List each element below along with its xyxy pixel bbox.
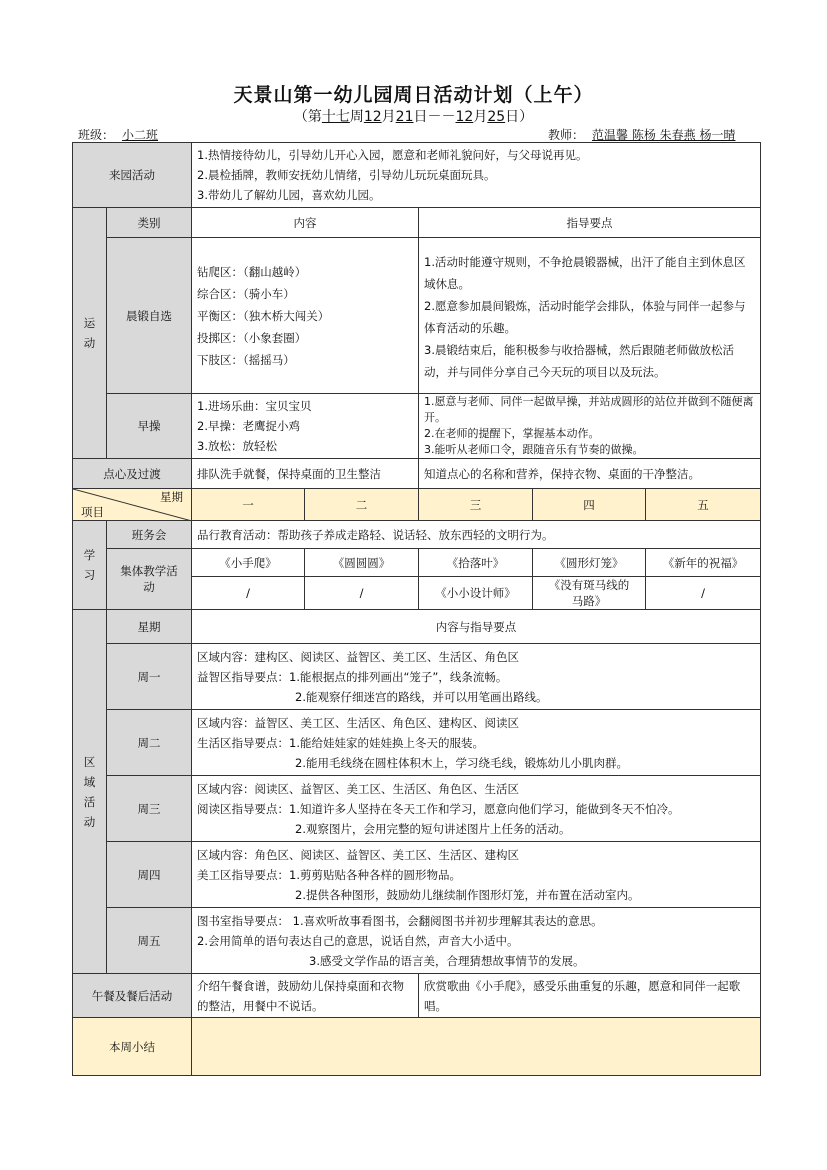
arrival-label: 来园活动 — [73, 143, 192, 208]
area-row-fri — [73, 908, 761, 974]
lesson2-tue: / — [305, 577, 419, 610]
area-header-row — [73, 610, 761, 644]
page-title: 天景山第一幼儿园周日活动计划（上午） — [233, 84, 594, 106]
area-row-tue — [73, 710, 761, 776]
class-meeting-content: 品行教育活动：帮助孩子养成走路轻、说话轻、放东西轻的文明行为。 — [192, 521, 761, 549]
area-content-mon: 区域内容：建构区、阅读区、益智区、美工区、生活区、角色区 益智区指导要点：1.能根据点的排列画出“笼子”，线条流畅。 2.能观察仔细迷宫的路线，并可以用笔画出路线。 — [192, 644, 761, 710]
col-guide: 指导要点 — [419, 208, 761, 238]
area-day-mon: 周一 — [107, 644, 192, 710]
area-content-wed: 区域内容：阅读区、益智区、美工区、生活区、角色区、生活区 阅读区指导要点：1.知道许多人坚持在冬天工作和学习，愿意向他们学习，能做到冬天不怕冷。 2.观察图片，会用完整的短句讲述图片上任务的活动。 — [192, 776, 761, 842]
area-content-thu: 区域内容：角色区、阅读区、益智区、美工区、生活区、建构区 美工区指导要点：1.剪剪贴贴各种各样的圆形物品。 2.提供各种图形，鼓励幼儿继续制作图形灯笼，并布置在活动室内。 — [192, 842, 761, 908]
summary-row — [73, 1018, 761, 1076]
morning-exercise-row — [73, 238, 761, 394]
lunch-label: 午餐及餐后活动 — [73, 974, 192, 1018]
area-content-tue: 区域内容：益智区、美工区、生活区、角色区、建构区、阅读区 生活区指导要点：1.能给娃娃家的娃娃换上冬天的服装。 2.能用毛线绕在圆柱体积木上，学习绕毛线，锻炼幼儿小肌肉群。 — [192, 710, 761, 776]
area-row-wed — [73, 776, 761, 842]
teacher-info: 教师： 范温馨 陈杨 朱春燕 杨一晴 — [548, 128, 736, 142]
morning-exercise-guide: 1.活动时能遵守规则，不争抢晨锻器械，出汗了能自主到休息区域休息。 2.愿意参加晨间锻炼，活动时能学会排队，体验与同伴一起参与体育活动的乐趣。 3.晨锻结束后，能积极参与收拾器械，然后跟随老师做放松活动，并与同伴分享自己今天玩的项目以及玩法。 — [419, 238, 761, 394]
day-thu: 四 — [533, 489, 646, 521]
area-day-thu: 周四 — [107, 842, 192, 908]
area-day-tue: 周二 — [107, 710, 192, 776]
summary-content[interactable] — [192, 1018, 761, 1076]
snack-label: 点心及过渡 — [73, 459, 192, 489]
lunch-content: 介绍午餐食谱，鼓励幼儿保持桌面和衣物的整洁，用餐中不说话。 — [192, 974, 419, 1018]
group-teaching-row-1 — [73, 549, 761, 577]
day-fri: 五 — [646, 489, 761, 521]
area-day-wed: 周三 — [107, 776, 192, 842]
sport-label: 运 动 — [73, 208, 107, 459]
lesson-thu: 《圆形灯笼》 — [533, 549, 646, 577]
snack-row — [73, 459, 761, 489]
summary-label: 本周小结 — [73, 1018, 192, 1076]
lesson-wed: 《拾落叶》 — [419, 549, 533, 577]
lunch-row — [73, 974, 761, 1018]
lunch-guide: 欣赏歌曲《小手爬》，感受乐曲重复的乐趣，愿意和同伴一起歌唱。 — [419, 974, 761, 1018]
snack-guide: 知道点心的名称和营养，保持衣物、桌面的干净整洁。 — [419, 459, 761, 489]
lesson2-fri: / — [646, 577, 761, 610]
lesson-fri: 《新年的祝福》 — [646, 549, 761, 577]
area-row-mon — [73, 644, 761, 710]
class-meeting-row — [73, 521, 761, 549]
morning-drill-guide: 1.愿意与老师、同伴一起做早操，并站成圆形的站位并做到不随便离开。 2.在老师的提醒下，掌握基本动作。 3.能听从老师口令，跟随音乐有节奏的做操。 — [419, 394, 761, 459]
sport-header-row — [73, 208, 761, 238]
lesson-mon: 《小手爬》 — [192, 549, 305, 577]
week-header-row — [73, 489, 761, 521]
area-content-fri: 图书室指导要点： 1.喜欢听故事看图书，会翻阅图书并初步理解其表达的意思。 2.会用简单的语句表达自己的意思，说话自然，声音大小适中。 3.感受文学作品的语言美，合理猜想故事情节的发展。 — [192, 908, 761, 974]
col-content: 内容 — [192, 208, 419, 238]
morning-drill-label: 早操 — [107, 394, 192, 459]
snack-content: 排队洗手就餐，保持桌面的卫生整洁 — [192, 459, 419, 489]
study-label: 学 习 — [73, 521, 107, 610]
day-mon: 一 — [192, 489, 305, 521]
day-wed: 三 — [419, 489, 533, 521]
day-tue: 二 — [305, 489, 419, 521]
area-col-day: 星期 — [107, 610, 192, 644]
lesson2-thu: 《没有斑马线的 马路》 — [533, 577, 646, 610]
arrival-content: 1.热情接待幼儿，引导幼儿开心入园，愿意和老师礼貌问好，与父母说再见。 2.晨检插牌，教师安抚幼儿情绪，引导幼儿玩玩桌面玩具。 3.带幼儿了解幼儿园，喜欢幼儿园。 — [192, 143, 761, 208]
area-row-thu — [73, 842, 761, 908]
morning-exercise-label: 晨锻自选 — [107, 238, 192, 394]
area-day-fri: 周五 — [107, 908, 192, 974]
group-teaching-label: 集体教学活 动 — [107, 549, 192, 610]
col-type: 类别 — [107, 208, 192, 238]
morning-exercise-content: 钻爬区：（翻山越岭） 综合区：（骑小车） 平衡区：（独木桥大闯关） 投掷区：（小象套圈） 下肢区：（摇摇马） — [192, 238, 419, 394]
date-range: （第十七周12月21日－－12月25日） — [293, 109, 534, 125]
class-meeting-label: 班务会 — [107, 521, 192, 549]
morning-drill-row — [73, 394, 761, 459]
lesson2-wed: 《小小设计师》 — [419, 577, 533, 610]
activity-plan-table — [72, 142, 761, 1076]
lesson-tue: 《圆圆圆》 — [305, 549, 419, 577]
week-header-diagonal: 星期 项目 — [73, 489, 192, 521]
arrival-row — [73, 143, 761, 208]
morning-drill-content: 1.进场乐曲：宝贝宝贝 2.早操：老鹰捉小鸡 3.放松：放轻松 — [192, 394, 419, 459]
area-col-content: 内容与指导要点 — [192, 610, 761, 644]
lesson2-mon: / — [192, 577, 305, 610]
class-info: 班级： 小二班 — [78, 128, 159, 142]
area-label: 区 域 活 动 — [73, 610, 107, 974]
